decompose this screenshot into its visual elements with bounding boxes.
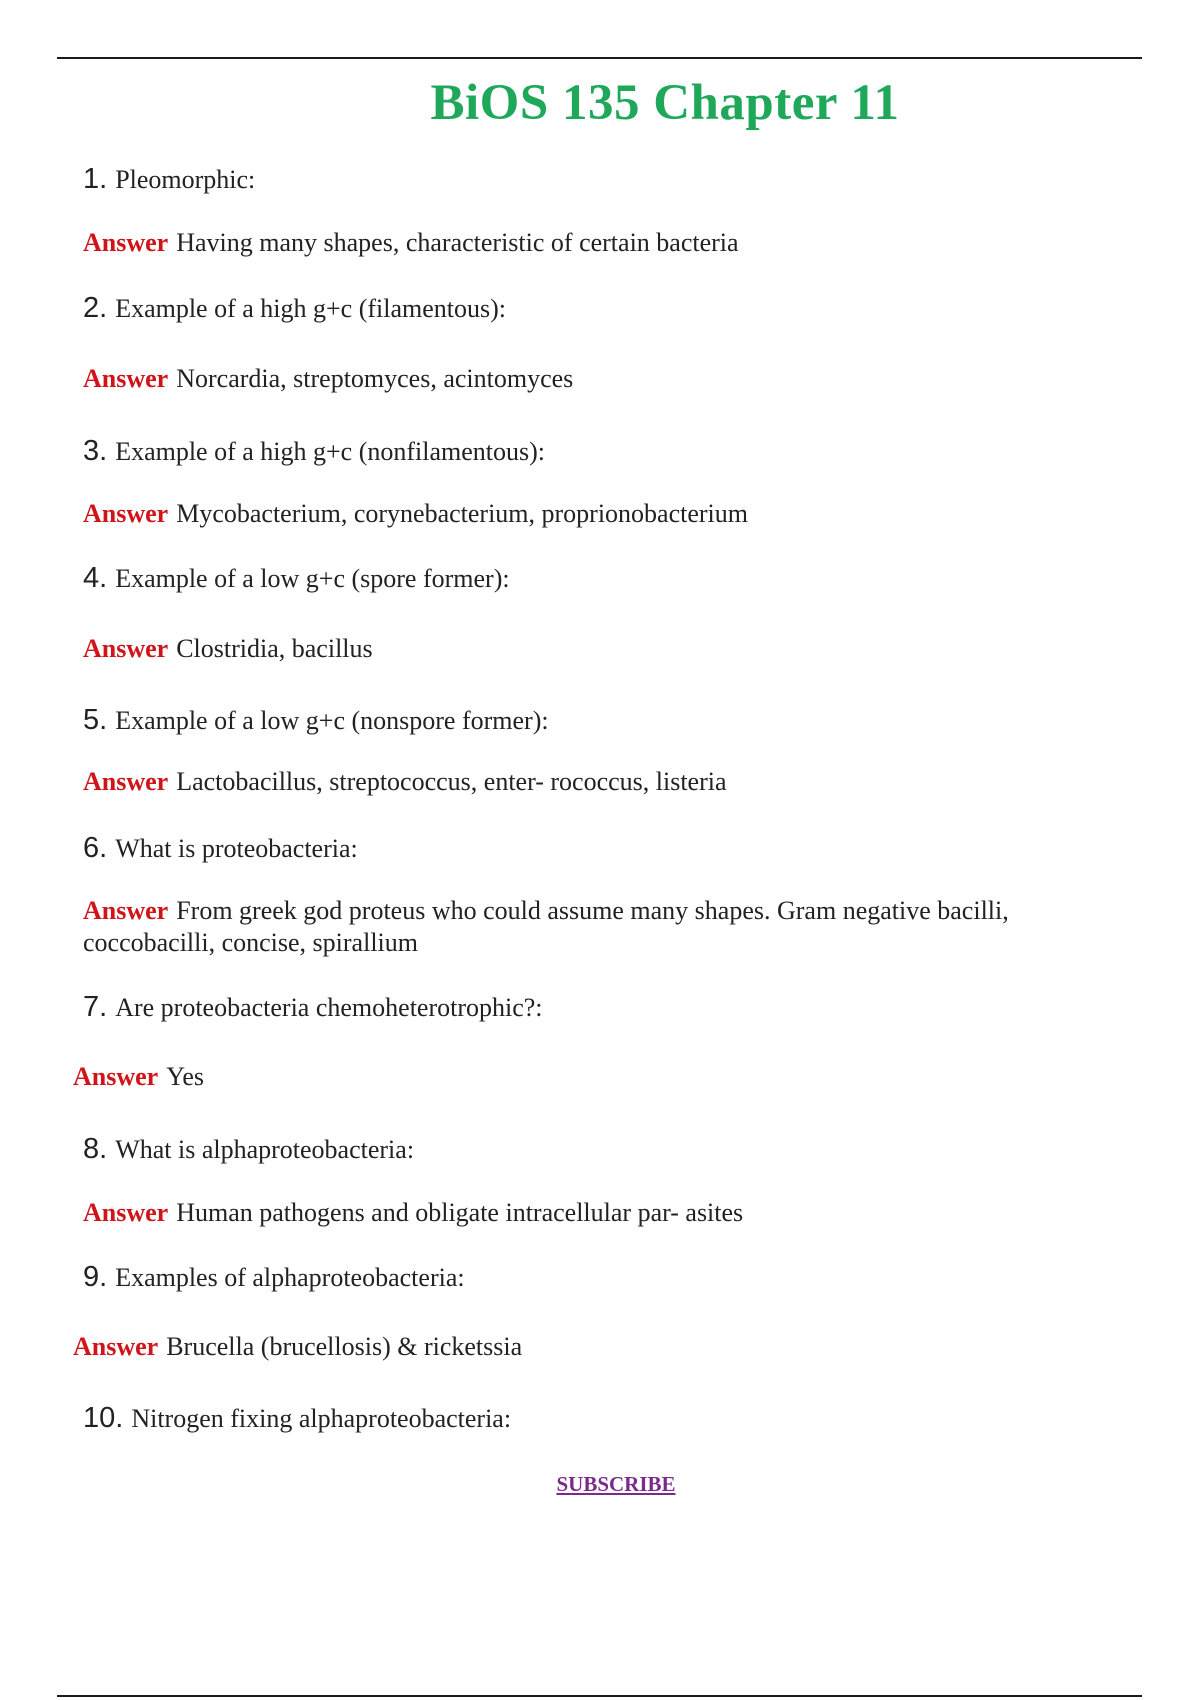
answer-text: From greek god proteus who could assume many shapes. Gram negative bacilli, coccobacilli, concise, spirallium [83,896,1009,957]
answer-label: Answer [83,499,169,528]
question-number: 2. [83,292,108,324]
question-number: 9. [83,1261,108,1293]
bottom-rule [57,1695,1142,1697]
question-number: 1. [83,163,108,195]
answer-text: Clostridia, bacillus [176,634,373,663]
question-number: 5. [83,704,108,736]
question-number: 8. [83,1133,108,1165]
answer-label: Answer [73,1332,159,1361]
question-text: Example of a low g+c (nonspore former): [115,706,549,735]
question-item [83,292,506,325]
question-item [83,435,545,468]
question-number: 4. [83,562,108,594]
question-text: Example of a high g+c (filamentous): [115,294,507,323]
answer-item [83,766,1083,798]
answer-item [83,1197,1083,1229]
answer-item [83,895,1083,959]
question-item [83,991,543,1024]
question-item [83,1133,414,1166]
question-text: Nitrogen fixing alphaproteobacteria: [131,1404,512,1433]
question-number: 10. [83,1402,124,1434]
question-item [83,704,549,737]
answer-text: Brucella (brucellosis) & ricketssia [166,1332,523,1361]
answer-label: Answer [83,228,169,257]
question-text: What is proteobacteria: [115,834,358,863]
question-item [83,832,358,865]
answer-label: Answer [83,634,169,663]
question-item [83,1261,465,1294]
top-rule [57,57,1142,59]
answer-text: Norcardia, streptomyces, acintomyces [176,364,574,393]
question-item [83,1402,511,1435]
subscribe-container [0,1472,1200,1497]
answer-item [83,363,1083,395]
question-text: Examples of alphaproteobacteria: [115,1263,465,1292]
answer-text: Lactobacillus, streptococcus, enter- rococcus, listeria [176,767,727,796]
answer-text: Mycobacterium, corynebacterium, proprionobacterium [176,499,749,528]
answer-label: Answer [73,1062,159,1091]
question-text: What is alphaproteobacteria: [115,1135,415,1164]
answer-text: Yes [166,1062,205,1091]
answer-label: Answer [83,364,169,393]
question-item [83,562,510,595]
question-text: Pleomorphic: [115,165,256,194]
answer-label: Answer [83,767,169,796]
answer-item [73,1331,1073,1363]
answer-label: Answer [83,1198,169,1227]
answer-text: Human pathogens and obligate intracellular par- asites [176,1198,744,1227]
question-number: 7. [83,991,108,1023]
page-title: BiOS 135 Chapter 11 [430,75,900,131]
question-item [83,163,255,196]
question-number: 3. [83,435,108,467]
subscribe-link[interactable]: SUBSCRIBE [556,1472,676,1496]
answer-item [83,633,1083,665]
answer-item [73,1061,1073,1093]
answer-label: Answer [83,896,169,925]
question-number: 6. [83,832,108,864]
question-text: Are proteobacteria chemoheterotrophic?: [115,993,543,1022]
answer-item [83,498,1083,530]
answer-item [83,227,1083,259]
question-text: Example of a low g+c (spore former): [115,564,510,593]
question-text: Example of a high g+c (nonfilamentous): [115,437,546,466]
answer-text: Having many shapes, characteristic of certain bacteria [176,228,739,257]
